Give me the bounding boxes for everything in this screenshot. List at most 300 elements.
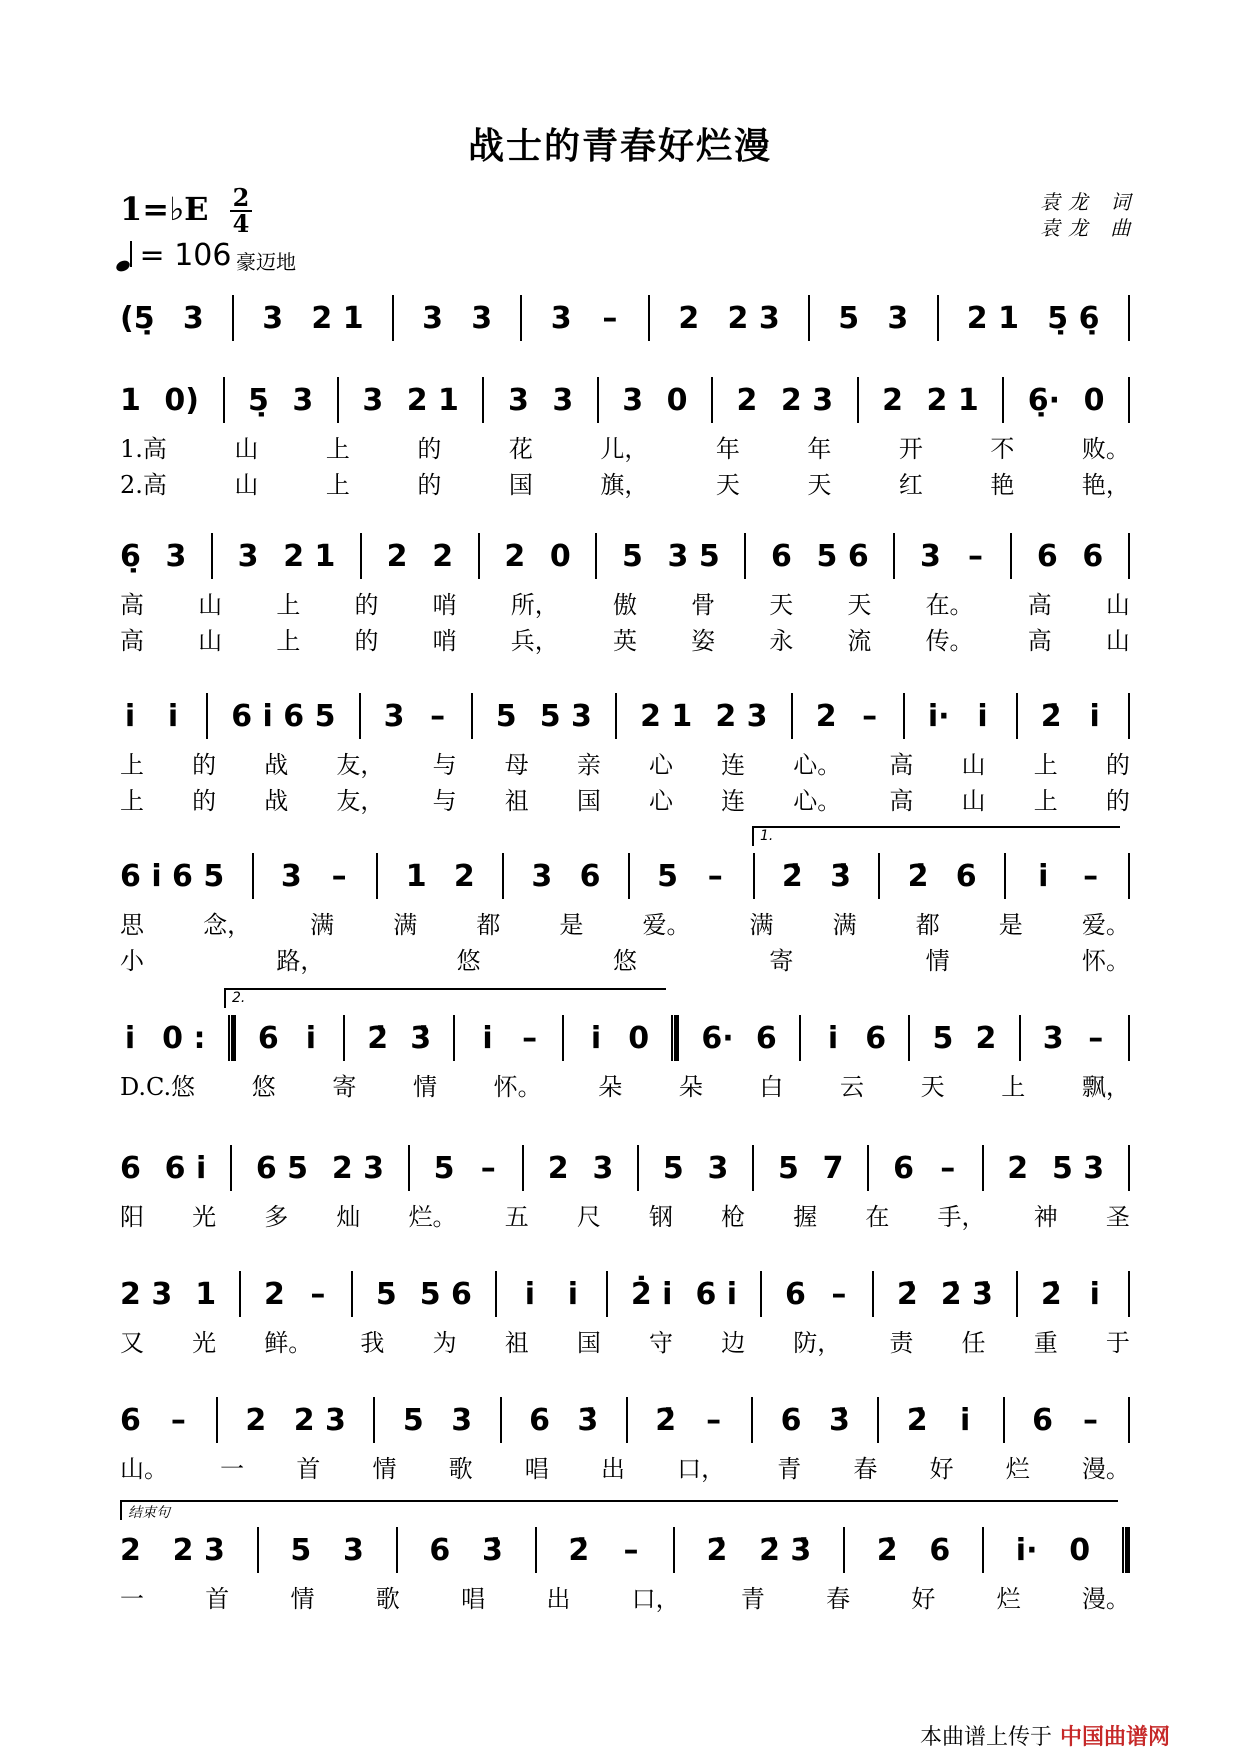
note: 2 3 <box>331 1150 385 1186</box>
barline <box>337 377 339 423</box>
note: 2̇ <box>906 1402 928 1438</box>
barline <box>360 533 362 579</box>
note: – <box>522 1020 538 1056</box>
note: 3 <box>920 538 941 574</box>
barline <box>1128 295 1130 341</box>
lyric-syllable: 歌 <box>375 1584 400 1613</box>
lyric-row <box>120 428 1130 464</box>
note: 5̣ <box>248 382 269 418</box>
barline <box>1128 693 1130 739</box>
note: 5 <box>657 858 678 894</box>
lyric-syllable: 艳， <box>1081 470 1130 499</box>
note: 5 <box>375 1276 397 1312</box>
note: 0 <box>666 382 688 418</box>
lyric-syllable: 首 <box>296 1454 321 1483</box>
note: 6 <box>785 1276 806 1312</box>
note: 2̇ <box>781 858 803 894</box>
notation-row <box>120 848 1130 904</box>
footer-brand[interactable]: 中国曲谱网 <box>1060 1725 1171 1750</box>
lyric-syllable: 1.高 <box>120 434 167 463</box>
note: 6 <box>429 1532 451 1568</box>
lyric-syllable: 高 <box>889 786 914 815</box>
note: 2 <box>882 382 904 418</box>
note: – <box>430 698 446 734</box>
note: – <box>706 1402 722 1438</box>
note: 3 <box>262 300 284 336</box>
barline <box>843 1527 845 1573</box>
notation-row <box>120 290 1130 346</box>
note: 2̇ 3̇ <box>759 1532 812 1568</box>
lyric-syllable: 都 <box>476 910 501 939</box>
lyric-syllable: 上 <box>325 434 350 463</box>
score-line <box>120 372 1130 500</box>
note: – <box>602 300 618 336</box>
note: 3 <box>507 382 529 418</box>
lyric-syllable: 悠 <box>456 946 481 975</box>
barline <box>206 693 208 739</box>
barline <box>908 1015 910 1061</box>
lyric-syllable: 手， <box>937 1202 986 1231</box>
note: 5 <box>838 300 860 336</box>
lyricist-credit: 袁龙 词 <box>1040 190 1139 214</box>
lyric-syllable: 握 <box>793 1202 818 1231</box>
note: i <box>1089 698 1100 734</box>
note: 2 <box>975 1020 997 1056</box>
lyric-syllable: 连 <box>721 786 746 815</box>
lyric-syllable: 的 <box>1105 786 1130 815</box>
score-line <box>120 1522 1130 1614</box>
note: 5 <box>622 538 643 574</box>
composer-credit: 袁龙 曲 <box>1040 216 1139 240</box>
note: – <box>480 1150 496 1186</box>
note: 1 <box>195 1276 217 1312</box>
lyric-syllable: 骨 <box>691 590 716 619</box>
note: 3 <box>707 1150 729 1186</box>
note: 3 <box>471 300 493 336</box>
note: – <box>940 1150 956 1186</box>
barline <box>1128 1015 1130 1061</box>
lyric-syllable: 唱 <box>524 1454 549 1483</box>
note: 6 <box>579 858 601 894</box>
note: 3̇ <box>481 1532 503 1568</box>
note: i <box>524 1276 536 1312</box>
lyric-syllable: 艳 <box>990 470 1015 499</box>
lyric-syllable: 路， <box>276 946 325 975</box>
lyric-syllable: 唱 <box>461 1584 486 1613</box>
note: 3 <box>622 382 644 418</box>
lyric-syllable: 傲 <box>612 590 637 619</box>
lyric-syllable: 心 <box>648 786 673 815</box>
note: 2̇ <box>907 858 929 894</box>
note: 2 3 <box>780 382 834 418</box>
note: 6̣· <box>1027 382 1061 418</box>
barline <box>478 533 480 579</box>
lyric-syllable: 为 <box>432 1328 457 1357</box>
note: i <box>124 1020 136 1056</box>
lyric-syllable: 年 <box>715 434 740 463</box>
lyric-syllable: 朵 <box>598 1072 623 1101</box>
note: 2 <box>736 382 758 418</box>
barline <box>628 853 630 899</box>
lyric-syllable: 青 <box>740 1584 765 1613</box>
time-signature-bottom: 4 <box>232 209 250 238</box>
lyric-syllable: 天 <box>807 470 832 499</box>
note: 3̇ <box>830 858 851 894</box>
barline <box>482 377 484 423</box>
note: 2̇ <box>568 1532 590 1568</box>
lyric-syllable: 上 <box>276 590 301 619</box>
note: 3 <box>1042 1020 1064 1056</box>
note: 6 <box>1082 538 1104 574</box>
note: – <box>623 1532 639 1568</box>
note: 5 <box>777 1150 799 1186</box>
note: – <box>310 1276 326 1312</box>
lyric-row <box>120 1196 1130 1232</box>
lyric-syllable: 神 <box>1033 1202 1058 1231</box>
lyric-syllable: 山 <box>961 786 986 815</box>
note: 6 <box>893 1150 914 1186</box>
lyric-syllable: 2.高 <box>120 470 167 499</box>
score-line <box>120 1140 1130 1232</box>
barline <box>760 1271 762 1317</box>
note: i <box>124 698 136 734</box>
barline <box>595 533 597 579</box>
lyric-syllable: 白 <box>759 1072 784 1101</box>
barline <box>626 1397 628 1443</box>
note: 2 <box>678 300 700 336</box>
barline <box>606 1271 608 1317</box>
lyric-syllable: 亲 <box>576 750 601 779</box>
barline <box>239 1271 241 1317</box>
lyric-syllable: 守 <box>648 1328 673 1357</box>
barline <box>232 295 234 341</box>
note: 2 <box>1007 1150 1029 1186</box>
lyric-syllable: 出 <box>546 1584 571 1613</box>
lyric-syllable: 母 <box>504 750 529 779</box>
lyric-syllable: 上 <box>120 750 144 779</box>
lyric-syllable: 友， <box>336 750 385 779</box>
barline <box>1128 533 1130 579</box>
note: 3 <box>550 300 572 336</box>
barline <box>867 1145 869 1191</box>
note: 3 <box>422 300 444 336</box>
lyric-syllable: 小 <box>120 946 144 975</box>
lyric-syllable: 姿 <box>691 626 716 655</box>
note: 3 <box>237 538 259 574</box>
barline <box>791 693 793 739</box>
note: i· <box>1015 1532 1038 1568</box>
lyric-syllable: 高 <box>1027 626 1052 655</box>
barline <box>711 377 713 423</box>
barline <box>1128 853 1130 899</box>
lyric-syllable: 春 <box>853 1454 878 1483</box>
lyric-syllable: 上 <box>1033 786 1058 815</box>
lyric-syllable: 烂。 <box>408 1202 457 1231</box>
barline <box>648 295 650 341</box>
note: 5 6 <box>816 538 869 574</box>
note: 2 3 <box>727 300 780 336</box>
lyric-syllable: 云 <box>840 1072 865 1101</box>
lyric-syllable: D.C.悠 <box>120 1072 196 1101</box>
lyric-syllable: 重 <box>1033 1328 1058 1357</box>
lyric-syllable: 永 <box>769 626 794 655</box>
lyric-syllable: 边 <box>721 1328 746 1357</box>
lyric-syllable: 的 <box>354 626 379 655</box>
lyric-syllable: 烂 <box>996 1584 1021 1613</box>
lyric-syllable: 旗， <box>600 470 649 499</box>
note: – <box>707 858 723 894</box>
note: i <box>305 1020 317 1056</box>
note: 6· <box>701 1020 734 1056</box>
barline <box>1003 1397 1005 1443</box>
lyric-syllable: 枪 <box>721 1202 746 1231</box>
note: 3̇ <box>410 1020 432 1056</box>
lyric-row <box>120 1448 1130 1484</box>
lyric-syllable: 流 <box>847 626 872 655</box>
lyric-syllable: 的 <box>192 750 217 779</box>
lyric-syllable: 山 <box>234 434 259 463</box>
lyric-syllable: 山 <box>1105 626 1130 655</box>
quarter-note-icon <box>130 241 132 267</box>
lyric-syllable: 上 <box>120 786 144 815</box>
note: 3 <box>182 300 204 336</box>
note: 2 <box>245 1402 267 1438</box>
lyric-syllable: 都 <box>915 910 940 939</box>
barline <box>615 693 617 739</box>
note: – <box>831 1276 847 1312</box>
note: 6 <box>780 1402 802 1438</box>
note: i <box>1089 1276 1100 1312</box>
lyric-syllable: 上 <box>1033 750 1058 779</box>
barline <box>872 1271 874 1317</box>
note: 5 6 <box>419 1276 472 1312</box>
lyric-syllable: 高 <box>1027 590 1052 619</box>
note: 0 : <box>162 1020 206 1056</box>
barline <box>373 1397 375 1443</box>
lyric-syllable: 又 <box>120 1328 144 1357</box>
barline <box>500 1397 502 1443</box>
note: 3̇ <box>828 1402 850 1438</box>
lyric-syllable: 怀。 <box>1081 946 1130 975</box>
note: 2̇ 3̇ <box>940 1276 993 1312</box>
note: 2̇ <box>367 1020 389 1056</box>
lyric-syllable: 开 <box>898 434 923 463</box>
note: 3 <box>280 858 302 894</box>
lyric-syllable: 爱。 <box>1081 910 1130 939</box>
lyric-syllable: 鲜。 <box>264 1328 313 1357</box>
note: 0) <box>164 382 199 418</box>
barline <box>471 693 473 739</box>
note: 0 <box>549 538 571 574</box>
score-line <box>120 688 1130 816</box>
lyric-syllable: 上 <box>1001 1072 1026 1101</box>
note: 7 <box>822 1150 844 1186</box>
lyric-row <box>120 1578 1130 1614</box>
lyric-syllable: 光 <box>192 1202 217 1231</box>
note: 5 <box>932 1020 954 1056</box>
lyric-syllable: 国 <box>576 786 601 815</box>
lyric-syllable: 战 <box>264 750 289 779</box>
note: 6 i <box>695 1276 738 1312</box>
note: – <box>1082 1402 1098 1438</box>
notation-row <box>120 372 1130 428</box>
note: i <box>960 1402 971 1438</box>
lyric-syllable: 钢 <box>648 1202 673 1231</box>
lyric-syllable: 高 <box>889 750 914 779</box>
barline <box>562 1015 564 1061</box>
note: 6 <box>771 538 792 574</box>
note: i <box>567 1276 579 1312</box>
note: 2 1 <box>283 538 336 574</box>
note: i <box>827 1020 839 1056</box>
score-line <box>120 848 1130 976</box>
note: 1 <box>405 858 427 894</box>
lyric-syllable: 哨 <box>432 590 457 619</box>
note: i <box>482 1020 493 1056</box>
lyric-syllable: 所， <box>510 590 559 619</box>
lyric-syllable: 的 <box>417 434 442 463</box>
footer <box>920 1720 1170 1751</box>
lyric-row <box>120 1322 1130 1358</box>
note: 3 <box>342 1532 364 1568</box>
note: i· <box>927 698 950 734</box>
note: 5 3 <box>1051 1150 1105 1186</box>
lyric-syllable: 的 <box>417 470 442 499</box>
lyric-syllable: 传。 <box>925 626 974 655</box>
notation-row <box>120 1010 1130 1066</box>
barline <box>359 693 361 739</box>
barline <box>751 1397 753 1443</box>
note: 3 <box>451 1402 473 1438</box>
footer-text: 本曲谱上传于 <box>920 1725 1053 1750</box>
lyric-syllable: 朵 <box>678 1072 703 1101</box>
note: 3 <box>165 538 187 574</box>
barline <box>257 1527 259 1573</box>
lyric-syllable: 山 <box>234 470 259 499</box>
score-line <box>120 528 1130 656</box>
note: 2 1 <box>966 300 1019 336</box>
barline <box>211 533 213 579</box>
tempo <box>118 238 231 273</box>
note: i <box>1038 858 1049 894</box>
note: 3 <box>592 1150 614 1186</box>
lyric-syllable: 上 <box>276 626 301 655</box>
barline <box>982 1527 984 1573</box>
lyric-syllable: 五 <box>504 1202 529 1231</box>
note: 5̣ 6̣ <box>1047 300 1100 336</box>
lyric-syllable: 国 <box>576 1328 601 1357</box>
volta-ending: 结束句 <box>120 1500 1118 1520</box>
lyric-syllable: 于 <box>1105 1328 1130 1357</box>
note: – <box>331 858 347 894</box>
notation-row <box>120 1522 1130 1578</box>
lyric-syllable: 高 <box>120 590 144 619</box>
lyric-syllable: 圣 <box>1105 1202 1130 1231</box>
lyric-row <box>120 464 1130 500</box>
lyric-syllable: 山。 <box>120 1454 168 1483</box>
lyric-row <box>120 584 1130 620</box>
note: 5 3 <box>539 698 592 734</box>
barline <box>376 853 378 899</box>
note: 2̇ <box>1040 1276 1062 1312</box>
barline <box>673 1527 675 1573</box>
lyric-syllable: 悠 <box>251 1072 276 1101</box>
lyric-syllable: 青 <box>777 1454 802 1483</box>
barline <box>1016 1271 1018 1317</box>
barline <box>808 295 810 341</box>
lyric-syllable: 尺 <box>576 1202 601 1231</box>
lyric-syllable: 山 <box>1105 590 1130 619</box>
barline <box>937 295 939 341</box>
lyric-syllable: 多 <box>264 1202 289 1231</box>
tempo-marking: 豪迈地 <box>236 250 296 274</box>
barline <box>982 1145 984 1191</box>
lyric-syllable: 光 <box>192 1328 217 1357</box>
barline <box>520 295 522 341</box>
lyric-syllable: 情 <box>412 1072 437 1101</box>
barline <box>1128 1397 1130 1443</box>
double-barline <box>228 1015 236 1061</box>
notation-row <box>120 528 1130 584</box>
lyric-syllable: 悠 <box>612 946 637 975</box>
barline <box>396 1527 398 1573</box>
lyric-syllable: 好 <box>911 1584 936 1613</box>
lyric-syllable: 思 <box>120 910 144 939</box>
note: 6 <box>120 1150 141 1186</box>
lyric-syllable: 我 <box>360 1328 385 1357</box>
lyric-syllable: 高 <box>120 626 144 655</box>
note: 3 <box>383 698 405 734</box>
lyric-syllable: 满 <box>393 910 418 939</box>
lyric-syllable: 的 <box>1105 750 1130 779</box>
lyric-syllable: 任 <box>961 1328 986 1357</box>
note: 2̇ <box>876 1532 898 1568</box>
note: 5 <box>433 1150 455 1186</box>
lyric-syllable: 一 <box>120 1584 144 1613</box>
tempo-bpm: = 106 <box>139 238 232 273</box>
lyric-syllable: 战 <box>264 786 289 815</box>
lyric-syllable: 是 <box>559 910 584 939</box>
barline <box>1016 693 1018 739</box>
lyric-syllable: 寄 <box>332 1072 357 1101</box>
note: 6 i <box>164 1150 207 1186</box>
lyric-syllable: 友， <box>336 786 385 815</box>
note: 0 <box>1083 382 1105 418</box>
lyric-syllable: 的 <box>354 590 379 619</box>
lyric-syllable: 不 <box>990 434 1015 463</box>
lyric-syllable: 祖 <box>504 786 529 815</box>
note: 6 <box>1036 538 1058 574</box>
barline <box>752 1145 754 1191</box>
note: 6 <box>120 1402 141 1438</box>
note: 6 <box>257 1020 279 1056</box>
lyric-syllable: 口， <box>677 1454 726 1483</box>
note: – <box>862 698 878 734</box>
note: i <box>590 1020 602 1056</box>
note: 5 <box>290 1532 312 1568</box>
score-line <box>120 290 1130 346</box>
note: 3 <box>292 382 314 418</box>
barline <box>223 377 225 423</box>
note: 6 <box>929 1532 951 1568</box>
lyric-syllable: 满 <box>832 910 857 939</box>
lyric-syllable: 首 <box>205 1584 230 1613</box>
barline <box>597 377 599 423</box>
lyric-syllable: 山 <box>198 626 223 655</box>
key-signature: 1=♭E <box>120 190 209 228</box>
lyric-syllable: 防， <box>793 1328 842 1357</box>
lyric-syllable: 寄 <box>769 946 794 975</box>
